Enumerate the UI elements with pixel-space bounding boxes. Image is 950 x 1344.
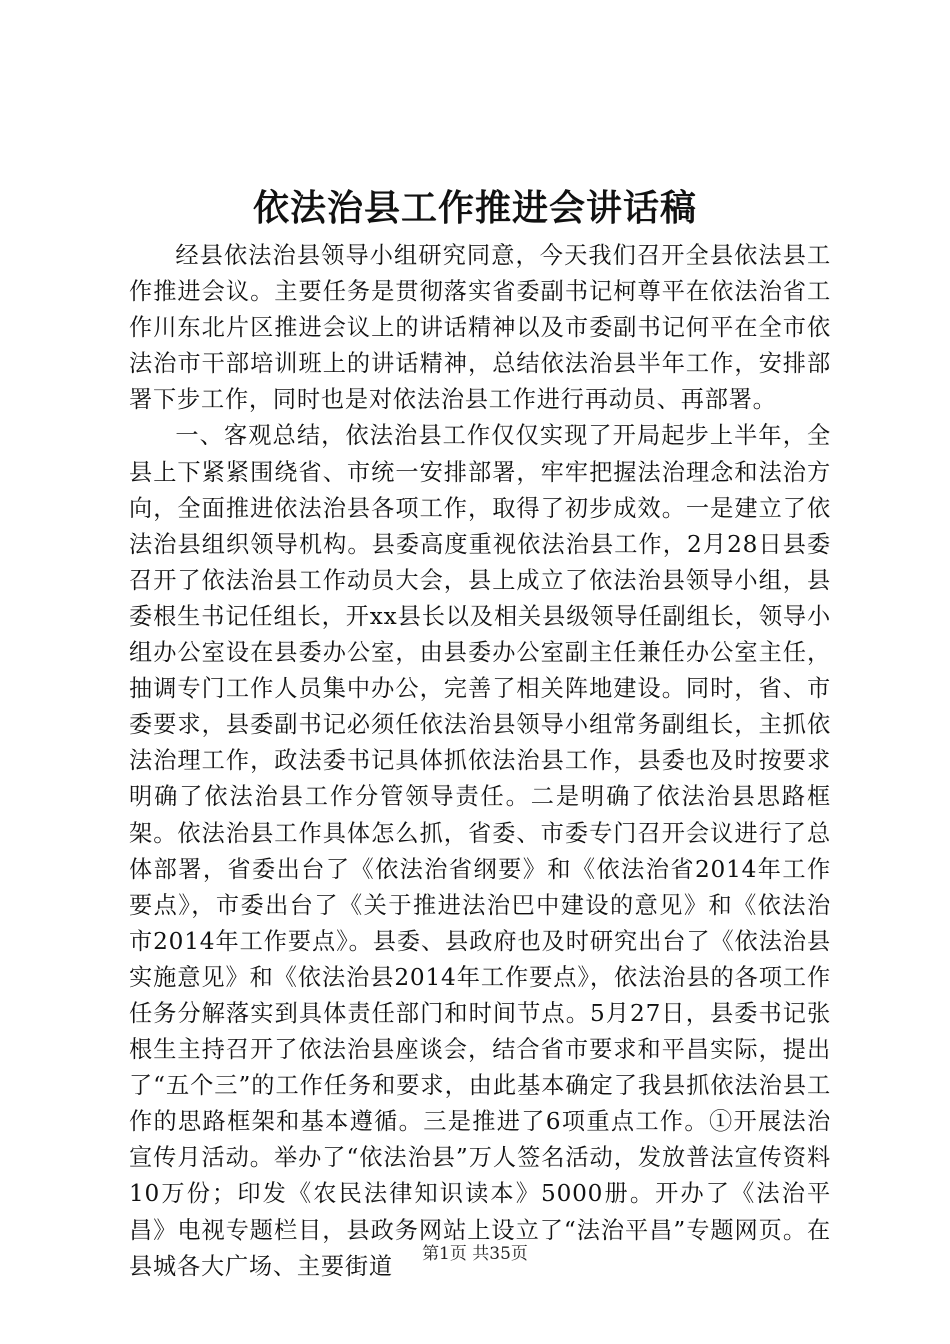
document-body (129, 238, 831, 1285)
document-title: 依法治县工作推进会讲话稿 (252, 187, 697, 229)
paragraph-intro: 经县依法治县领导小组研究同意，今天我们召开全县依法县工作推进会议。主要任务是贯彻落实省委副书记柯尊平在依法治省工作川东北片区推进会议上的讲话精神以及市委副书记何平在全市依法治市干部培训班上的讲话精神，总结依法治县半年工作，安排部署下步工作，同时也是对依法治县工作进行再动员、再部署。 (129, 242, 831, 414)
paragraph-section-one: 一、客观总结，依法治县工作仅仅实现了开局起步上半年，全县上下紧紧围绕省、市统一安排部署，牢牢把握法治理念和法治方向，全面推进依法治县各项工作，取得了初步成效。一是建立了依法治县组织领导机构。县委高度重视依法治县工作，2月28日县委召开了依法治县工作动员大会，县上成立了依法治县领导小组，县委根生书记任组长，开xx县长以及相关县级领导任副组长，领导小组办公室设在县委办公室，由县委办公室副主任兼任办公室主任，抽调专门工作人员集中办公，完善了相关阵地建设。同时，省、市委要求，县委副书记必须任依法治县领导小组常务副组长，主抓依法治理工作，政法委书记具体抓依法治县工作，县委也及时按要求明确了依法治县工作分管领导责任。二是明确了依法治县思路框架。依法治县工作具体怎么抓，省委、市委专门召开会议进行了总体部署，省委出台了《依法治省纲要》和《依法治省2014年工作要点》，市委出台了《关于推进法治巴中建设的意见》和《依法治市2014年工作要点》。县委、县政府也及时研究出台了《依法治县实施意见》和《依法治县2014年工作要点》，依法治县的各项工作任务分解落实到具体责任部门和时间节点。5月27日，县委书记张根生主持召开了依法治县座谈会，结合省市要求和平昌实际，提出了“五个三”的工作任务和要求，由此基本确定了我县抓依法治县工作的思路框架和基本遵循。三是推进了6项重点工作。①开展法治宣传月活动。举办了“依法治县”万人签名活动，发放普法宣传资料10万份；印发《农民法律知识读本》5000册。开办了《法治平昌》电视专题栏目，县政务网站上设立了“法治平昌”专题网页。在县城各大广场、主要街道 (129, 422, 831, 1280)
page-footer: 第1页 共35页 (422, 1244, 528, 1264)
